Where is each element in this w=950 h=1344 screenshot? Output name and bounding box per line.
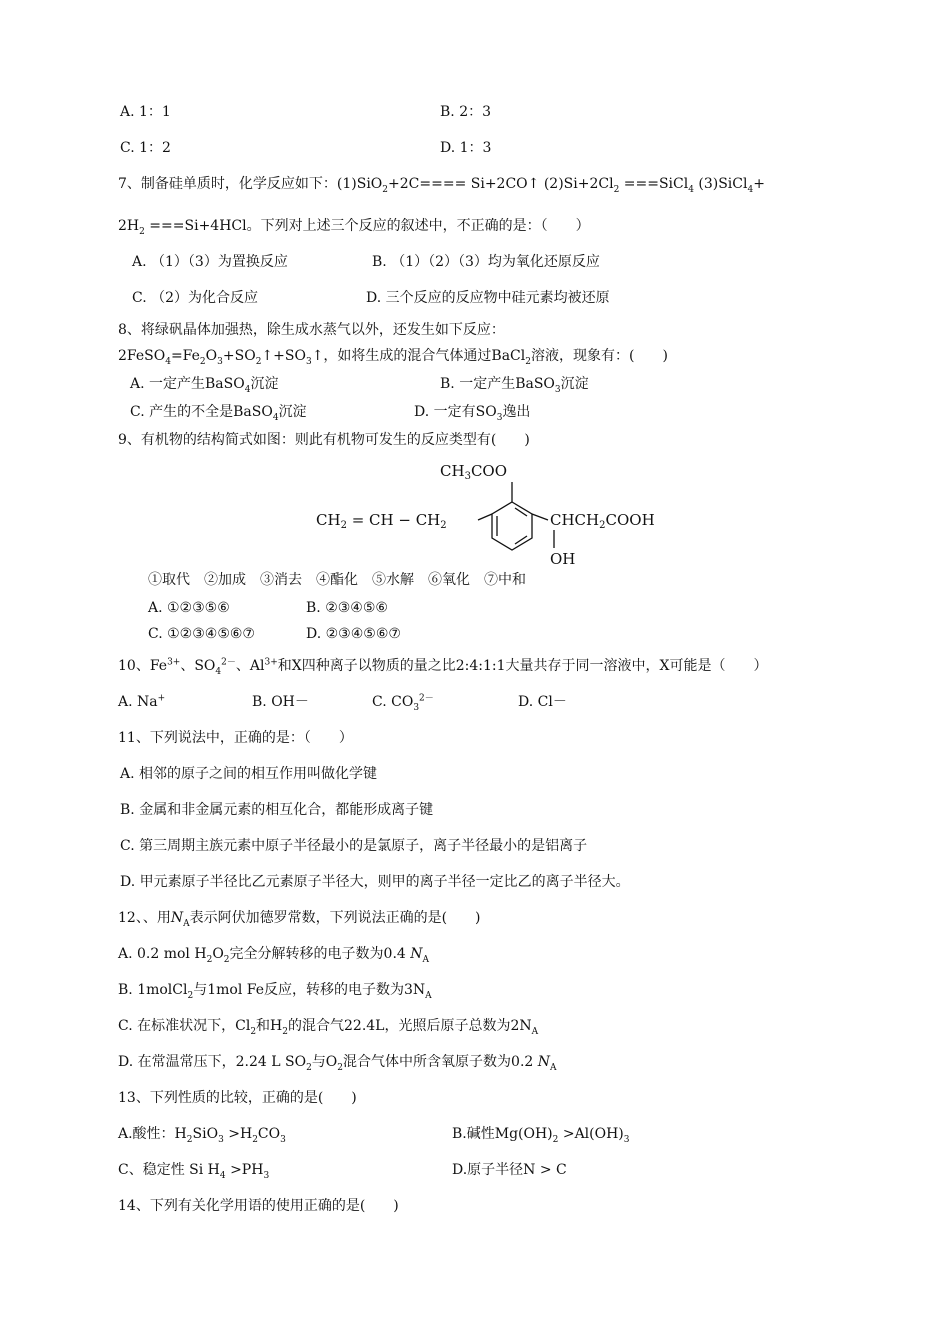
q8-option-b: B. 一定产生BaSO$_3$沉淀 xyxy=(440,376,589,395)
q8-option-c: C. 产生的不全是BaSO$_4$沉淀 xyxy=(130,404,307,423)
q8-stem: 8、将绿矾晶体加强热，除生成水蒸气以外，还发生如下反应： xyxy=(118,322,505,338)
q10-stem: 10、$Fe^{3+}$、$SO_4^{2-}$、$Al^{3+}$和X四种离子以物质的量之比2:4:1:1大量共存于同一溶液中，X可能是（ ） xyxy=(118,657,768,677)
q6-option-d: D. 1：3 xyxy=(440,140,492,156)
q6-option-b: B. 2：3 xyxy=(440,104,492,120)
q12-option-a: A. 0.2 mol $H_2O_2$完全分解转移的电子数为0.4 $N_A$ xyxy=(118,946,429,965)
q11-option-d: D. 甲元素原子半径比乙元素原子半径大，则甲的离子半径一定比乙的离子半径大。 xyxy=(120,874,630,890)
q11-option-b: B. 金属和非金属元素的相互化合，都能形成离子键 xyxy=(120,802,434,818)
q11-option-c: C. 第三周期主族元素中原子半径最小的是氯原子，离子半径最小的是铝离子 xyxy=(120,838,588,854)
q13-stem: 13、下列性质的比较，正确的是( ) xyxy=(118,1090,357,1106)
benzene-ring xyxy=(478,482,554,550)
q7-stem-line2: $2H_2 ===Si+4HCl$。下列对上述三个反应的叙述中，不正确的是：（ ） xyxy=(118,218,590,237)
q9-option-a: A. ①②③⑤⑥ xyxy=(148,600,230,616)
q9-reaction-types: ①取代 ②加成 ③消去 ④酯化 ⑤水解 ⑥氧化 ⑦中和 xyxy=(148,572,526,588)
q12-option-b: B. 1molCl$_2$与1mol Fe反应，转移的电子数为$3N_A$ xyxy=(118,982,432,1001)
q7-option-d: D. 三个反应的反应物中硅元素均被还原 xyxy=(366,290,610,306)
q10-option-b: B. OH－ xyxy=(252,694,309,710)
q10-option-c: C. $CO_3^{2-}$ xyxy=(372,693,434,713)
q11-option-a: A. 相邻的原子之间的相互作用叫做化学键 xyxy=(120,766,378,782)
mol-ch3coo-label: $CH_3COO$ xyxy=(440,462,508,482)
q9-option-c: C. ①②③④⑤⑥⑦ xyxy=(148,626,255,642)
q8-equation: $2FeSO_4=Fe_2O_3+SO_2↑+SO_3↑$，如将生成的混合气体通过BaCl$_2$溶液，现象有：( ) xyxy=(118,348,668,367)
q9-stem: 9、有机物的结构简式如图：则此有机物可发生的反应类型有( ) xyxy=(118,432,530,448)
q12-option-c: C. 在标准状况下，$Cl_2$和$H_2$的混合气22.4L，光照后原子总数为$2N_A$ xyxy=(118,1018,539,1037)
q9-option-d: D. ②③④⑤⑥⑦ xyxy=(306,626,401,642)
q6-option-c: C. 1：2 xyxy=(120,140,171,156)
mol-side-chain-label: $CHCH_2COOH$ xyxy=(550,511,655,531)
mol-oh-label: OH xyxy=(550,550,576,568)
q13-option-c: C、稳定性 Si $H_4 >PH_3$ xyxy=(118,1162,270,1181)
q7-stem-line1: 7、制备硅单质时，化学反应如下：(1)SiO$_2$+2C==== Si+2CO↑ $(2)Si+2Cl_2$ ===SiCl$_4$ (3)SiCl$_4$+ xyxy=(118,176,765,195)
q13-option-b: B.碱性$Mg(OH)_2 >Al(OH)_3$ xyxy=(452,1126,630,1145)
q13-option-a: A.酸性：$H_2SiO_3 >H_2CO_3$ xyxy=(118,1126,286,1145)
q7-option-c: C. （2）为化合反应 xyxy=(132,290,259,306)
q7-option-a: A. （1）（3）为置换反应 xyxy=(132,254,288,270)
q6-option-a: A. 1：1 xyxy=(120,104,171,120)
q10-option-d: D. Cl－ xyxy=(518,694,567,710)
q8-option-a: A. 一定产生BaSO$_4$沉淀 xyxy=(130,376,279,395)
structural-formula xyxy=(310,458,690,578)
q14-stem: 14、下列有关化学用语的使用正确的是( ) xyxy=(118,1198,399,1214)
q12-option-d: D. 在常温常压下，2.24 L $SO_2$与$O_2$混合气体中所含氧原子数为0.2 $N_A$ xyxy=(118,1054,557,1073)
q7-option-b: B. （1）（2）（3）均为氧化还原反应 xyxy=(372,254,600,270)
mol-vinyl-chain-label: $CH_2$ = CH − $CH_2$ xyxy=(316,511,447,531)
q12-stem: 12、、用$N_A$表示阿伏加德罗常数，下列说法正确的是( ) xyxy=(118,910,481,929)
q11-stem: 11、下列说法中，正确的是：（ ） xyxy=(118,730,353,746)
q9-option-b: B. ②③④⑤⑥ xyxy=(306,600,388,616)
q13-option-d: D.原子半径N > C xyxy=(452,1162,567,1178)
q8-option-d: D. 一定有$SO_3$逸出 xyxy=(414,404,531,423)
q10-option-a: A. Na+ xyxy=(118,693,166,710)
